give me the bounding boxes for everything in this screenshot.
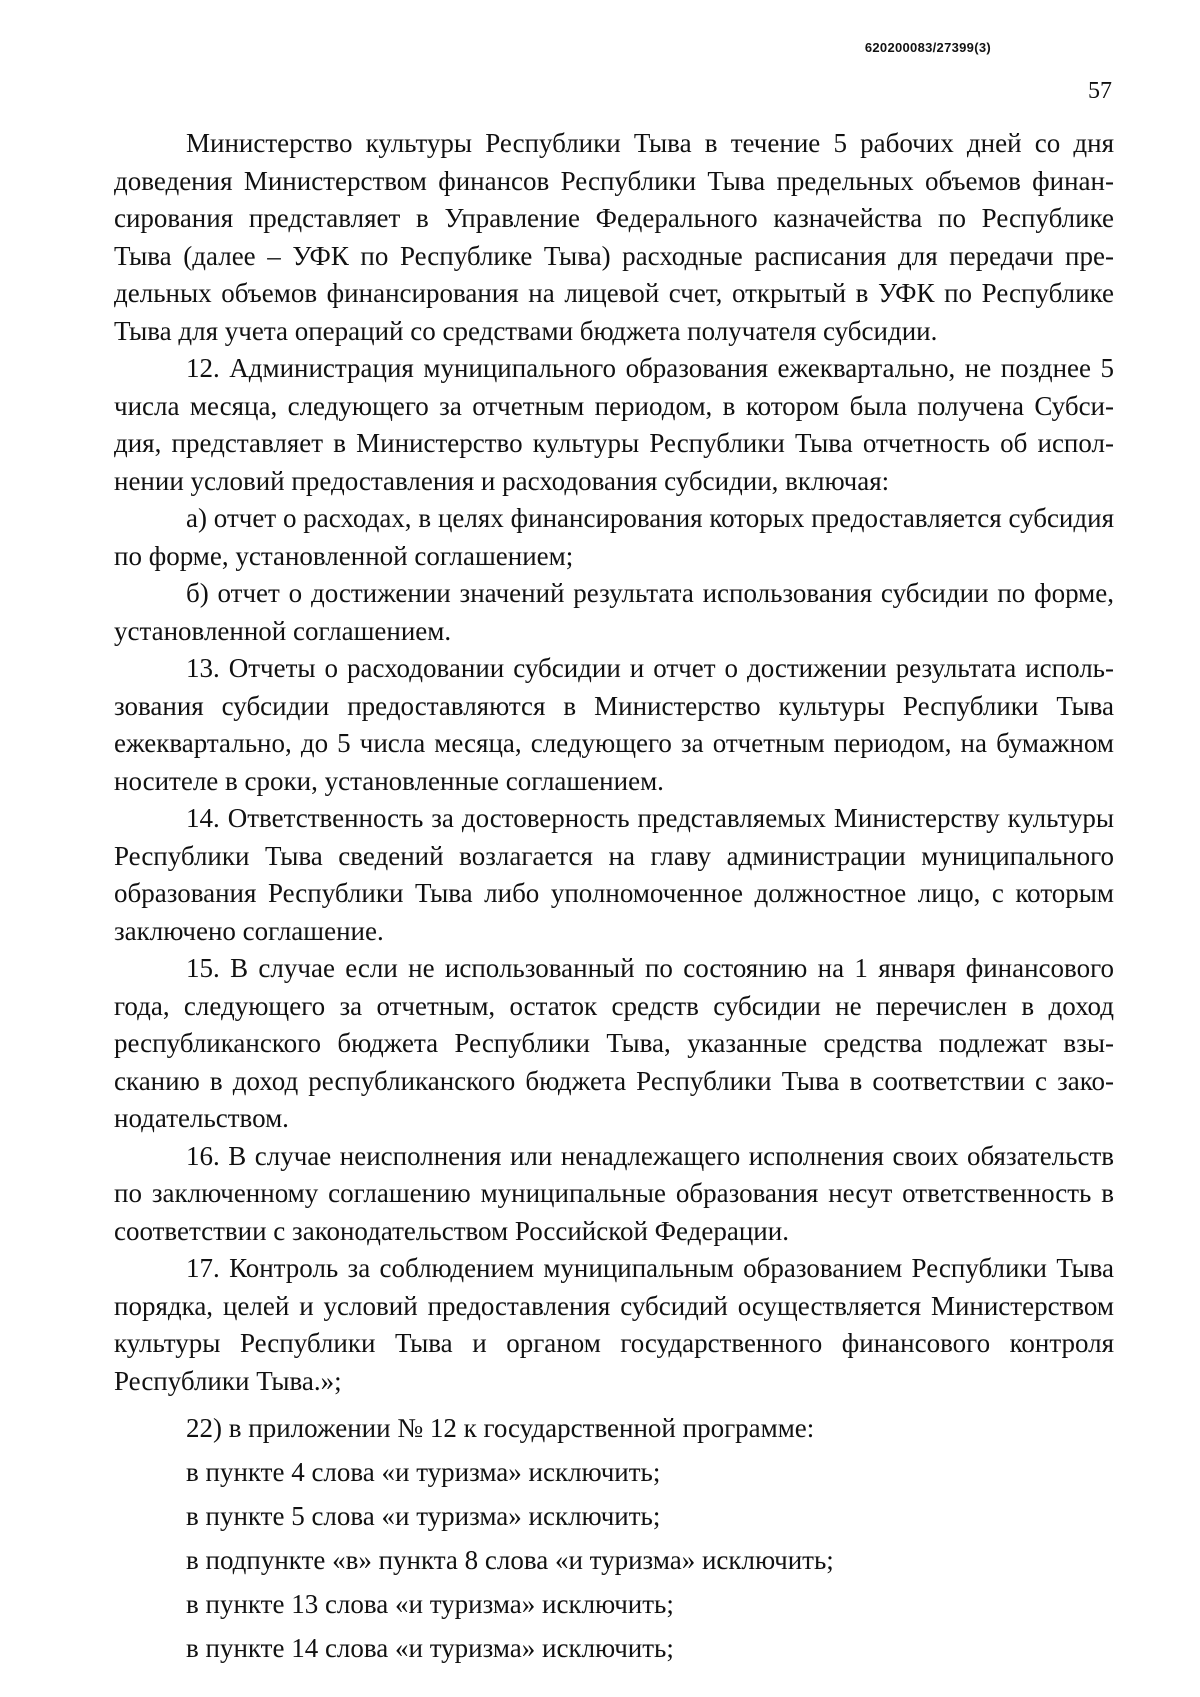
amendment-list <box>114 1406 1114 1670</box>
page-number: 57 <box>1088 78 1112 104</box>
amendment-item: в пункте 4 слова «и туризма» исключить; <box>186 1457 661 1487</box>
paragraph-intro: Министерство культуры Республики Тыва в течение 5 рабочих дней со дня доведения Министерством финансов Республики Тыва предельных объемов финансирования представляет в Управление Федерального казначейства по Республике Тыва (далее – УФК по Республике Тыва) расходные расписания для передачи предельных объемов финансирования на лицевой счет, открытый в УФК по Республике Тыва для учета операций со средствами бюджета получателя субсидии. <box>114 128 1114 346</box>
paragraph-14: 14. Ответственность за достоверность представляемых Министерству культуры Республики Тыва сведений возлагается на главу администрации муниципального образования Республики Тыва либо уполномоченное должностное лицо, с которым заключено соглашение. <box>114 803 1114 946</box>
paragraph-13: 13. Отчеты о расходовании субсидии и отчет о достижении результата использования субсидии предоставляются в Министерство культуры Республики Тыва ежеквартально, до 5 числа месяца, следующего за отчетным периодом, на бумажном носителе в сроки, установленные соглашением. <box>114 653 1114 796</box>
paragraph-12: 12. Администрация муниципального образования ежеквартально, не позднее 5 числа месяца, следующего за отчетным периодом, в котором была получена Субсидия, представляет в Министерство культуры Республики Тыва отчетность об исполнении условий предоставления и расходования субсидии, включая: <box>114 353 1114 496</box>
paragraph-15: 15. В случае если не использованный по состоянию на 1 января финансового года, следующего за отчетным, остаток средств субсидии не перечислен в доход республиканского бюджета Республики Тыва, указанные средства подлежат взысканию в доход республиканского бюджета Республики Тыва в соответствии с законодательством. <box>114 953 1114 1133</box>
amendment-item: в пункте 5 слова «и туризма» исключить; <box>186 1501 661 1531</box>
amendment-heading: 22) в приложении № 12 к государственной программе: <box>186 1413 815 1443</box>
document-body <box>114 125 1114 1670</box>
amendment-item: в подпункте «в» пункта 8 слова «и туризма» исключить; <box>186 1545 834 1575</box>
paragraph-12-item-b: б) отчет о достижении значений результата использования субсидии по форме, установленной соглашением. <box>114 578 1114 646</box>
paragraph-16: 16. В случае неисполнения или ненадлежащего исполнения своих обязательств по заключенному соглашению муниципальные образования несут ответственность в соответствии с законодательством Российской Федерации. <box>114 1140 1114 1246</box>
amendment-item: в пункте 13 слова «и туризма» исключить; <box>186 1589 674 1619</box>
paragraph-17: 17. Контроль за соблюдением муниципальным образованием Республики Тыва порядка, целей и условий предоставления субсидий осуществляется Министерством культуры Республики Тыва и органом государственного финансового контроля Республики Тыва.»; <box>114 1253 1114 1396</box>
paragraph-12-item-a: а) отчет о расходах, в целях финансирования которых предоставляется субсидия по форме, установленной соглашением; <box>114 503 1114 571</box>
document-id: 620200083/27399(3) <box>864 40 991 55</box>
amendment-item: в пункте 14 слова «и туризма» исключить; <box>186 1633 674 1663</box>
